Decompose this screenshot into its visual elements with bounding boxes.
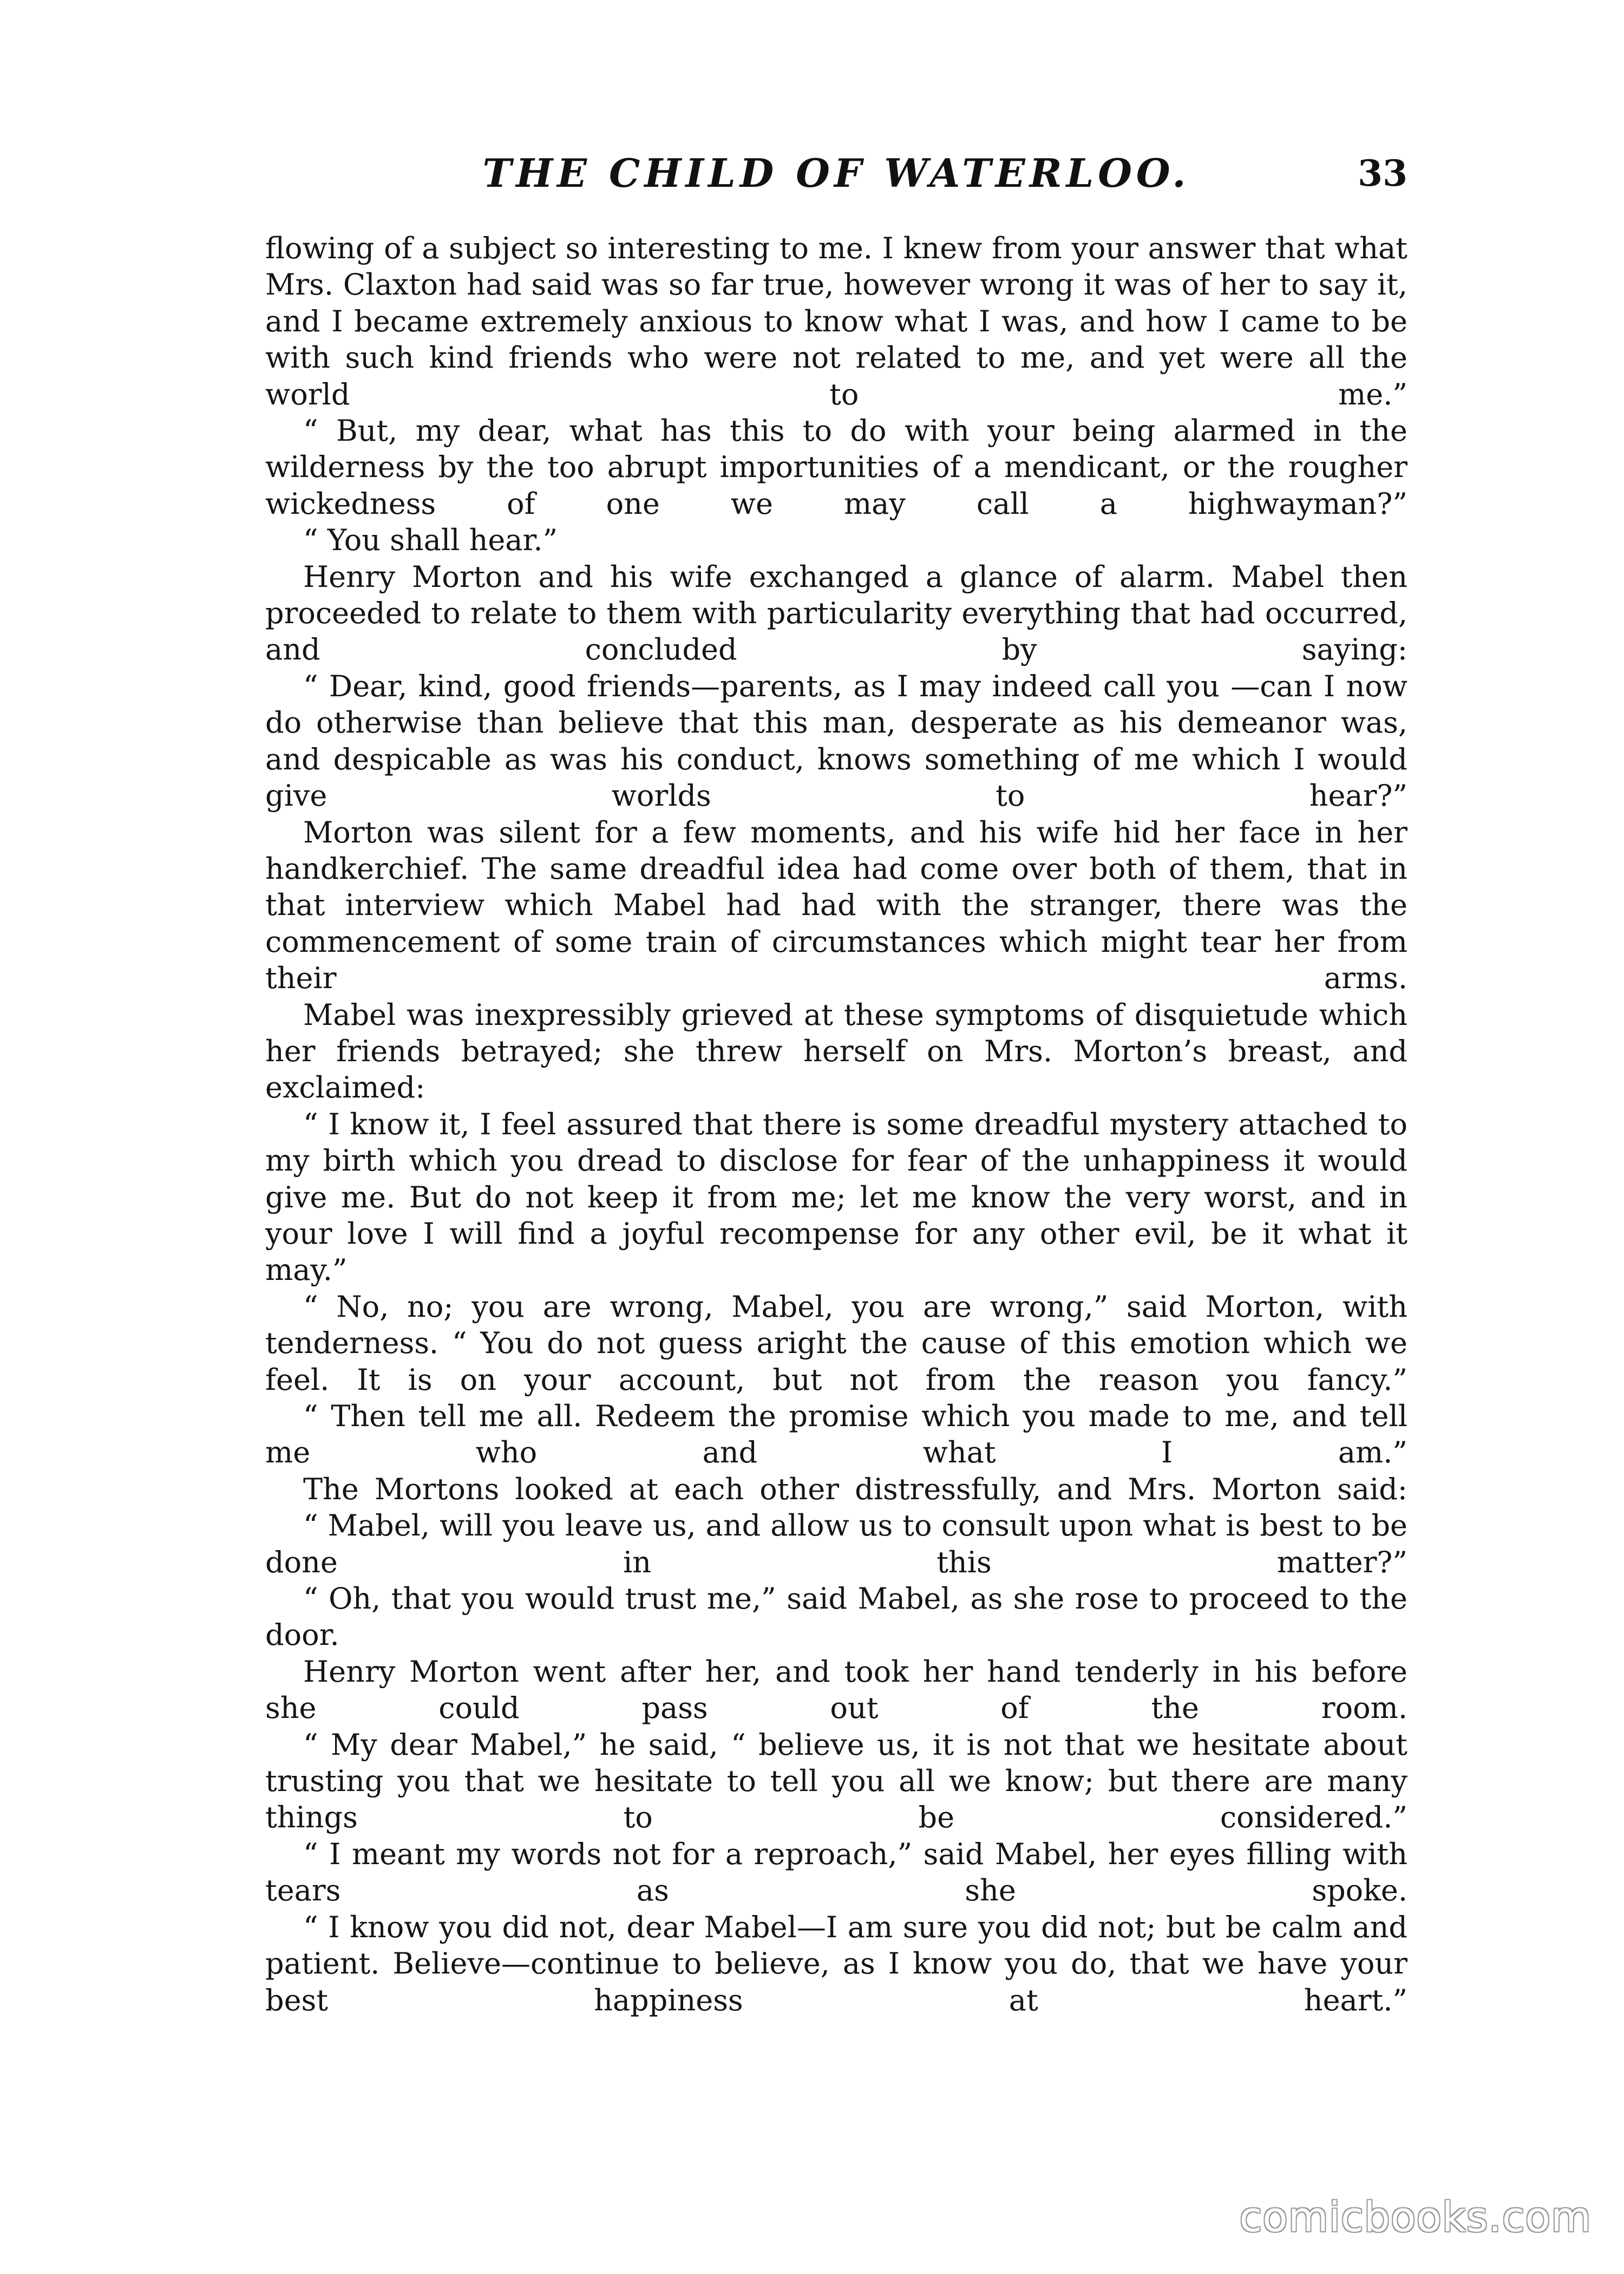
page-header bbox=[265, 146, 1407, 206]
paragraph-11: The Mortons looked at each other distressfully, and Mrs. Morton said: bbox=[303, 1472, 1407, 1506]
paragraph-16: “ I meant my words not for a reproach,” said Mabel, her eyes filling with tears as she spoke. bbox=[265, 1837, 1407, 1908]
paragraph-12: “ Mabel, will you leave us, and allow us to consult upon what is best to be done in this matter?” bbox=[265, 1508, 1407, 1579]
paragraph-14: Henry Morton went after her, and took her hand tenderly in his before she could pass out of the room. bbox=[265, 1654, 1407, 1726]
paragraph-8: “ I know it, I feel assured that there is some dreadful mystery attached to my birth which you dread to disclose for fear of the unhappiness it would give me. But do not keep it from me; let me know the very worst, and in your love I will find a joyful recompense for any other evil, be it what it may.” bbox=[265, 1107, 1407, 1288]
running-title: THE CHILD OF WATERLOO. bbox=[482, 150, 1190, 196]
page-number: 33 bbox=[1358, 152, 1407, 194]
paragraph-3: “ You shall hear.” bbox=[303, 523, 558, 558]
paragraph-17: “ I know you did not, dear Mabel—I am sure you did not; but be calm and patient. Believe—continue to believe, as I know you do, that we have your best happiness at heart.” bbox=[265, 1910, 1407, 2017]
paragraph-4: Henry Morton and his wife exchanged a glance of alarm. Mabel then proceeded to relate to them with particularity everything that had occurred, and concluded by saying: bbox=[265, 559, 1407, 667]
body-text bbox=[265, 230, 1407, 2114]
paragraph-6: Morton was silent for a few moments, and his wife hid her face in her handkerchief. The same dreadful idea had come over both of them, that in that interview which Mabel had had with the stranger, there was the commencement of some train of circumstances which might tear her from their arms. bbox=[265, 815, 1407, 996]
paragraph-7: Mabel was inexpressibly grieved at these symptoms of disquietude which her friends betrayed; she threw herself on Mrs. Morton’s breast, and exclaimed: bbox=[265, 997, 1407, 1105]
paragraph-13: “ Oh, that you would trust me,” said Mabel, as she rose to proceed to the door. bbox=[265, 1582, 1407, 1652]
paragraph-1: flowing of a subject so interesting to me. I knew from your answer that what Mrs. Claxton had said was so far true, however wrong it was of her to say it, and I became extremely anxious to know what I was, and how I came to be with such kind friends who were not related to me, and yet were all the world to me.” bbox=[265, 231, 1407, 411]
paragraph-9: “ No, no; you are wrong, Mabel, you are wrong,” said Morton, with tenderness. “ You do not guess aright the cause of this emotion which we feel. It is on your account, but not from the reason you fancy.” bbox=[265, 1289, 1407, 1397]
paragraph-10: “ Then tell me all. Redeem the promise which you made to me, and tell me who and what I am.” bbox=[265, 1399, 1407, 1470]
paragraph-15: “ My dear Mabel,” he said, “ believe us, it is not that we hesitate about trusting you that we hesitate to tell you all we know; but there are many things to be considered.” bbox=[265, 1727, 1407, 1835]
paragraph-2: “ But, my dear, what has this to do with your being alarmed in the wilderness by the too abrupt importunities of a mendicant, or the rougher wickedness of one we may call a highwayman?” bbox=[265, 414, 1407, 521]
paragraph-5: “ Dear, kind, good friends—parents, as I may indeed call you —can I now do otherwise than believe that this man, desperate as his demeanor was, and despicable as was his conduct, knows something of me which I would give worlds to hear?” bbox=[265, 669, 1407, 813]
watermark-logo: comicbooks.com bbox=[1239, 2193, 1592, 2241]
